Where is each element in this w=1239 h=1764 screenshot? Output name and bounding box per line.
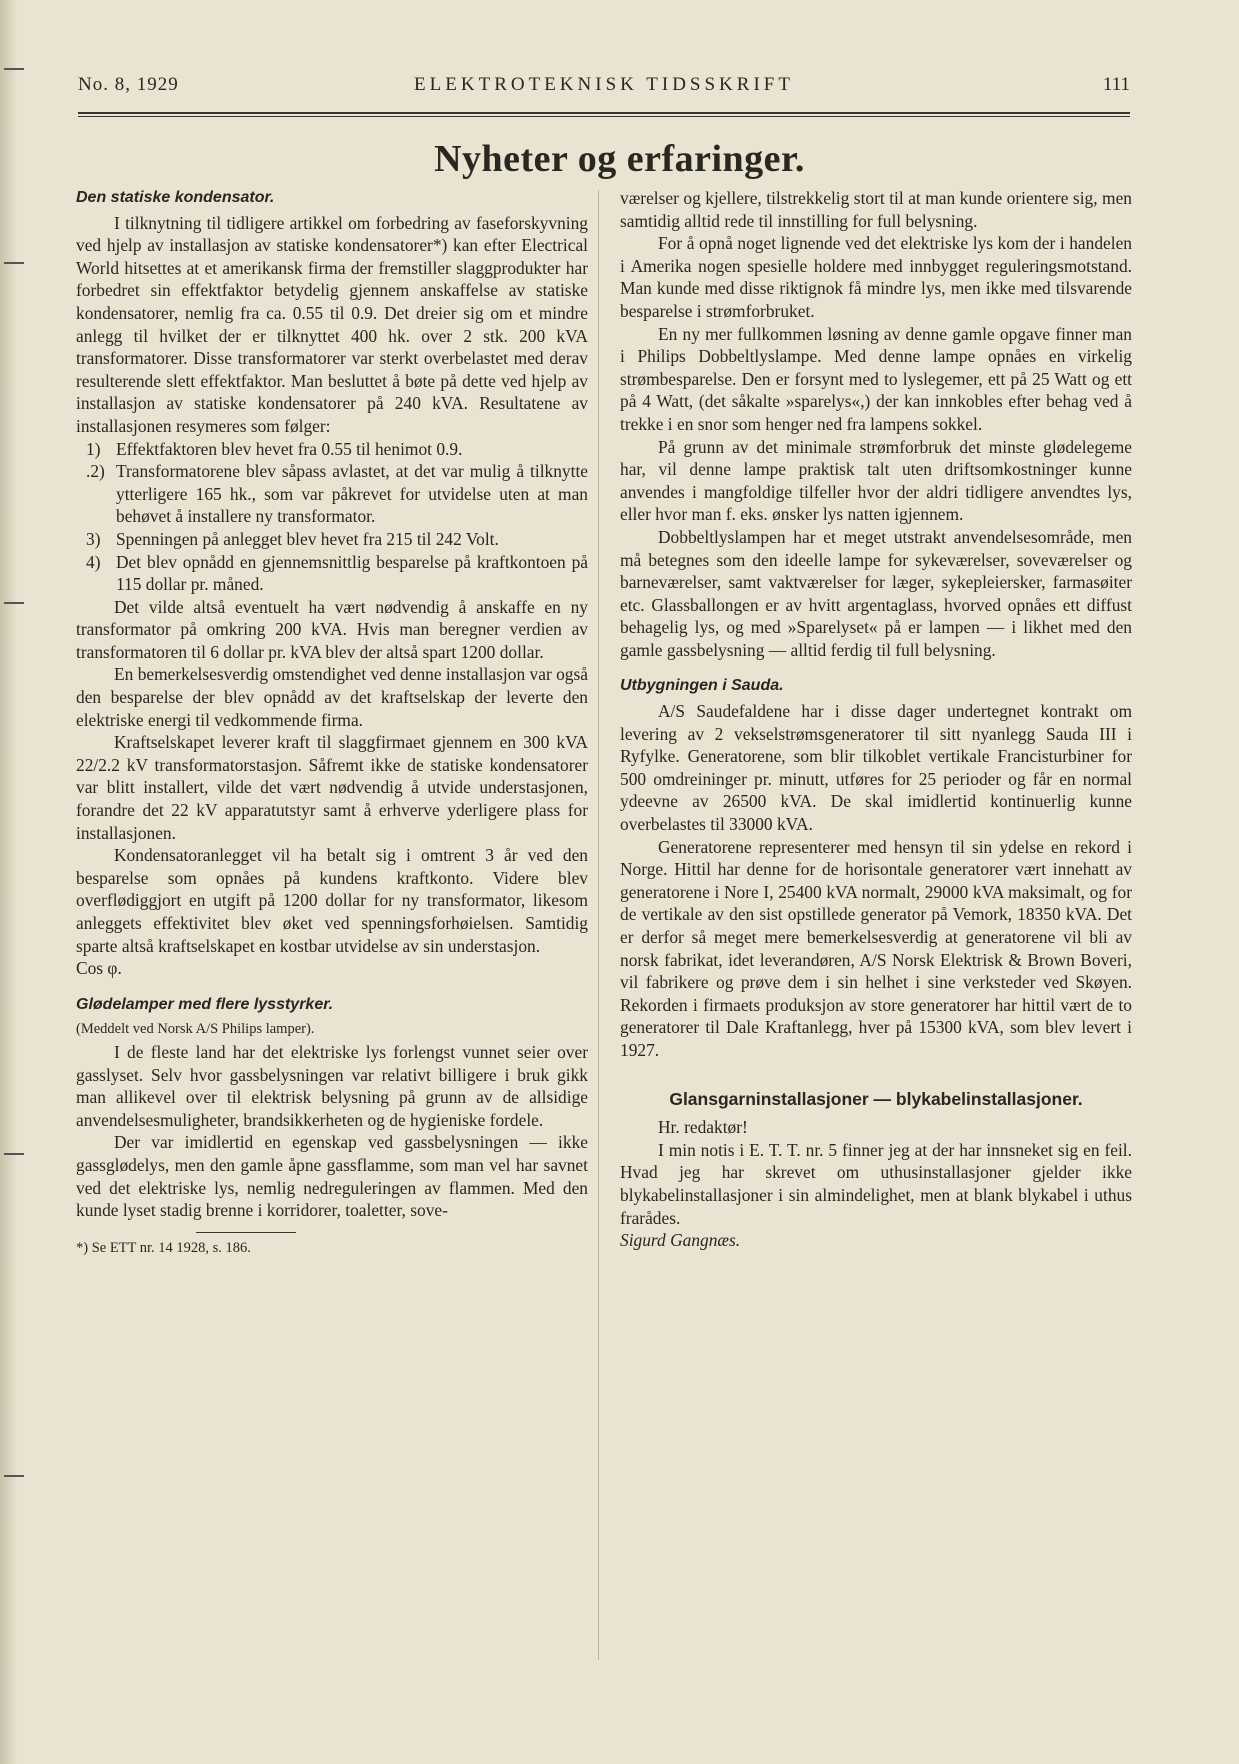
paragraph: En ny mer fullkommen løsning av denne gamle opgave finner man i Philips Dobbeltlyslampe. Med denne lampe opnåes en virkelig strømbesparelse. Den er forsynt med to lyslegemer, ett på 25 Watt og ett på 4 Watt, (det såkalte »sparelys«,) der kan innkobles efter behag ved å trekke i en snor som henger ned fra lampens sokkel.: [620, 323, 1132, 434]
list-item: [76, 438, 588, 461]
paragraph: Det vilde altså eventuelt ha vært nødvendig å anskaffe en ny transformator på omkring 200 kVA. Hvis man beregner verdien av transformatoren til 6 dollar pr. kVA blev der altså spart 1200 dollar.: [76, 596, 588, 662]
list-item: [76, 460, 588, 528]
section-gap: [76, 980, 588, 994]
running-head: [78, 70, 1130, 100]
section-heading-glansgarn: Glansgarninstallasjoner — blykabelinstallasjoner.: [669, 1088, 1083, 1109]
header-rule: [78, 112, 1130, 114]
list-number: 3): [86, 528, 101, 549]
section-heading-kondensator: Den statiske kondensator.: [76, 189, 275, 206]
margin-mark: [4, 262, 24, 264]
margin-mark: [4, 1475, 24, 1477]
list-item: [76, 528, 588, 551]
paragraph: Generatorene representerer med hensyn til sin ydelse en rekord i Norge. Hittil har denne for de horisontale generatorer vært innehatt av generatorene i Nore I, 25400 kVA normalt, 29000 kVA maksimalt, og for de vertikale av den sist opstillede generator på Vemork, 18350 kVA. Det er derfor så meget mere bemerkelsesverdig at generatorene vil bli av norsk fabrikat, idet leverandøren, A/S Norsk Elektrisk & Brown Boveri, vil fabrikere og prøve dem i sin helhet i sine verksteder ved Skøyen. Rekorden i firmaets produksjon av store generatorer har hittil vært de to generatorer til Dale Kraftanlegg, hver på 15300 kVA, som blev levert i 1927.: [620, 836, 1132, 1060]
margin-mark: [4, 68, 24, 70]
issue-number: No. 8, 1929: [78, 74, 179, 95]
page-edge-shadow: [0, 0, 18, 1764]
paragraph: En bemerkelsesverdig omstendighet ved denne installasjon var også den besparelse der blev opnådd av det kraftselskap der leverte den elektriske energi til vedkommende firma.: [76, 664, 588, 730]
list-item: [76, 551, 588, 596]
journal-name: ELEKTROTEKNISK TIDSSKRIFT: [414, 74, 794, 95]
footnote-rule: [196, 1232, 296, 1233]
paragraph: værelser og kjellere, tilstrekkelig stort til at man kunde orientere sig, men samtidig alltid rede til innstilling for full belysning.: [620, 188, 1132, 231]
right-column: [620, 187, 1132, 1252]
list-number: 4): [86, 551, 101, 572]
column-divider: [598, 190, 599, 1660]
paragraph: Kraftselskapet leverer kraft til slaggfirmaet gjennem en 300 kVA 22/2.2 kV transformatorstasjon. Såfremt ikke de statiske kondensatorer var blitt installert, vilde det vært nødvendig å utvide understasjonen, forandre det 22 kV apparatutstyr samt å erhverve yderligere plass for installasjonen.: [76, 732, 588, 843]
paragraph: A/S Saudefaldene har i disse dager undertegnet kontrakt om levering av 2 vekselstrømsgeneratorer til sitt nyanlegg Sauda III i Ryfylke. Generatorene, som blir tilkoblet vertikale Francisturbiner for 500 omdreininger pr. minutt, utføres for 25 perioder og får en normal ydeevne av 26500 kVA. De skal imidlertid kontinuerlig kunne overbelastes til 33000 kVA.: [620, 701, 1132, 835]
header-rule-thin: [78, 116, 1130, 117]
salutation: Hr. redaktør!: [658, 1117, 748, 1138]
left-column: [76, 187, 588, 1259]
paragraph: På grunn av det minimale strømforbruk det minste glødelegeme har, vil denne lampe praktisk talt uten driftsomkostninger kunne anvendes i mangfoldige tilfeller hvor der aldri tidligere anvendtes lys, eller hvor man f. eks. ønsker lys natten igjennem.: [620, 436, 1132, 525]
list-number: 1): [86, 438, 101, 459]
paragraph: Der var imidlertid en egenskap ved gassbelysningen — ikke gassglødelys, men den gamle åpne gassflamme, som man vel har savnet ved det elektriske lys, nemlig nedreguleringen av flammen. Med den kunde lyset stadig brenne i korridorer, toaletter, sove-: [76, 1132, 588, 1221]
margin-mark: [4, 1153, 24, 1155]
section-gap: [620, 661, 1132, 675]
section-heading-sauda: Utbygningen i Sauda.: [620, 677, 784, 695]
paragraph: I tilknytning til tidligere artikkel om forbedring av faseforskyvning ved hjelp av installasjon av statiske kondensatorer*) kan efter Electrical World hitsettes at et amerikansk firma der fremstiller slaggprodukter har forbedret sin effektfaktor betydelig gjennem anskaffelse av statiske kondensatorer, nemlig fra ca. 0.55 til 0.9. Det dreier sig om et mindre anlegg til hvilket der er tilknyttet 400 hk. over 2 stk. 200 kVA transformatorer. Disse transformatorer var sterkt overbelastet med derav resulterende slett effektfaktor. Man besluttet å bøte på dette ved hjelp av installasjon av statiske kondensatorer på 240 kVA. Resultatene av installasjonen resymeres som følger:: [76, 212, 588, 436]
paragraph: Dobbeltlyslampen har et meget utstrakt anvendelsesområde, men må betegnes som den ideelle lampe for sykeværelser, soveværelser og barneværelser, samt vaktværelser for læger, sykepleiersker, farmasøiter etc. Glassballongen er av hvitt argentaglass, hvorved opnåes ett diffust behagelig lys, og med »Sparelyset« på er lampen — i likhet med den gamle gassbelysning — alltid ferdig til full belysning.: [620, 526, 1132, 660]
list-text: Det blev opnådd en gjennemsnittlig besparelse på kraftkontoen på 115 dollar pr. måned.: [116, 551, 588, 595]
page-title: Nyheter og erfaringer.: [434, 138, 805, 180]
list-text: Spenningen på anlegget blev hevet fra 215 til 242 Volt.: [116, 528, 499, 549]
footnote: *) Se ETT nr. 14 1928, s. 186.: [76, 1239, 251, 1256]
list-text: Effektfaktoren blev hevet fra 0.55 til henimot 0.9.: [116, 438, 463, 459]
paragraph: For å opnå noget lignende ved det elektriske lys kom der i handelen i Amerika nogen spesielle holdere med innbygget reguleringsmotstand. Man kunde med disse riktignok få mindre lys, men ikke med tilsvarende besparelse i strømforbruket.: [620, 233, 1132, 321]
margin-mark: [4, 602, 24, 604]
section-heading-glodelamper: Glødelamper med flere lysstyrker.: [76, 995, 334, 1013]
paragraph: I de fleste land har det elektriske lys forlengst vunnet seier over gasslyset. Selv hvor gassbelysningen var relativt billigere i bruk gikk man allikevel over til elektrisk belysning på grunn av de allsidige anvendelsesmuligheter, brandsikkerheten og de hygieniske fordele.: [76, 1041, 588, 1130]
page-number: 111: [1102, 74, 1130, 95]
paragraph: Kondensatoranlegget vil ha betalt sig i omtrent 3 år ved den besparelse som opnåes på kundens kraftkonto. Videre blev overflødiggjort en utgift på 1200 dollar for ny transformator, likesom anleggets effektivitet blev øket ved spenningsforhøielsen. Samtidig sparte altså kraftselskapet en kostbar utvidelse av sin understasjon.: [76, 845, 588, 956]
source-note: (Meddelt ved Norsk A/S Philips lamper).: [76, 1021, 315, 1038]
author-signature: Sigurd Gangnæs.: [620, 1230, 741, 1251]
list-number: .2): [86, 461, 105, 482]
paragraph: I min notis i E. T. T. nr. 5 finner jeg at der har innsneket sig en feil. Hvad jeg har skrevet om uthusinstallasjoner gjelder ikke blykabelinstallasjoner i sin almindelighet, men at blank blykabel i uthus frarådes.: [620, 1139, 1132, 1228]
section-gap: [620, 1062, 1132, 1088]
author-signature: Cos φ.: [76, 958, 122, 979]
list-text: Transformatorene blev såpass avlastet, at det var mulig å tilknytte ytterligere 165 hk., som var påkrevet for utvidelse uten at man behøvet å installere ny transformator.: [116, 461, 588, 527]
